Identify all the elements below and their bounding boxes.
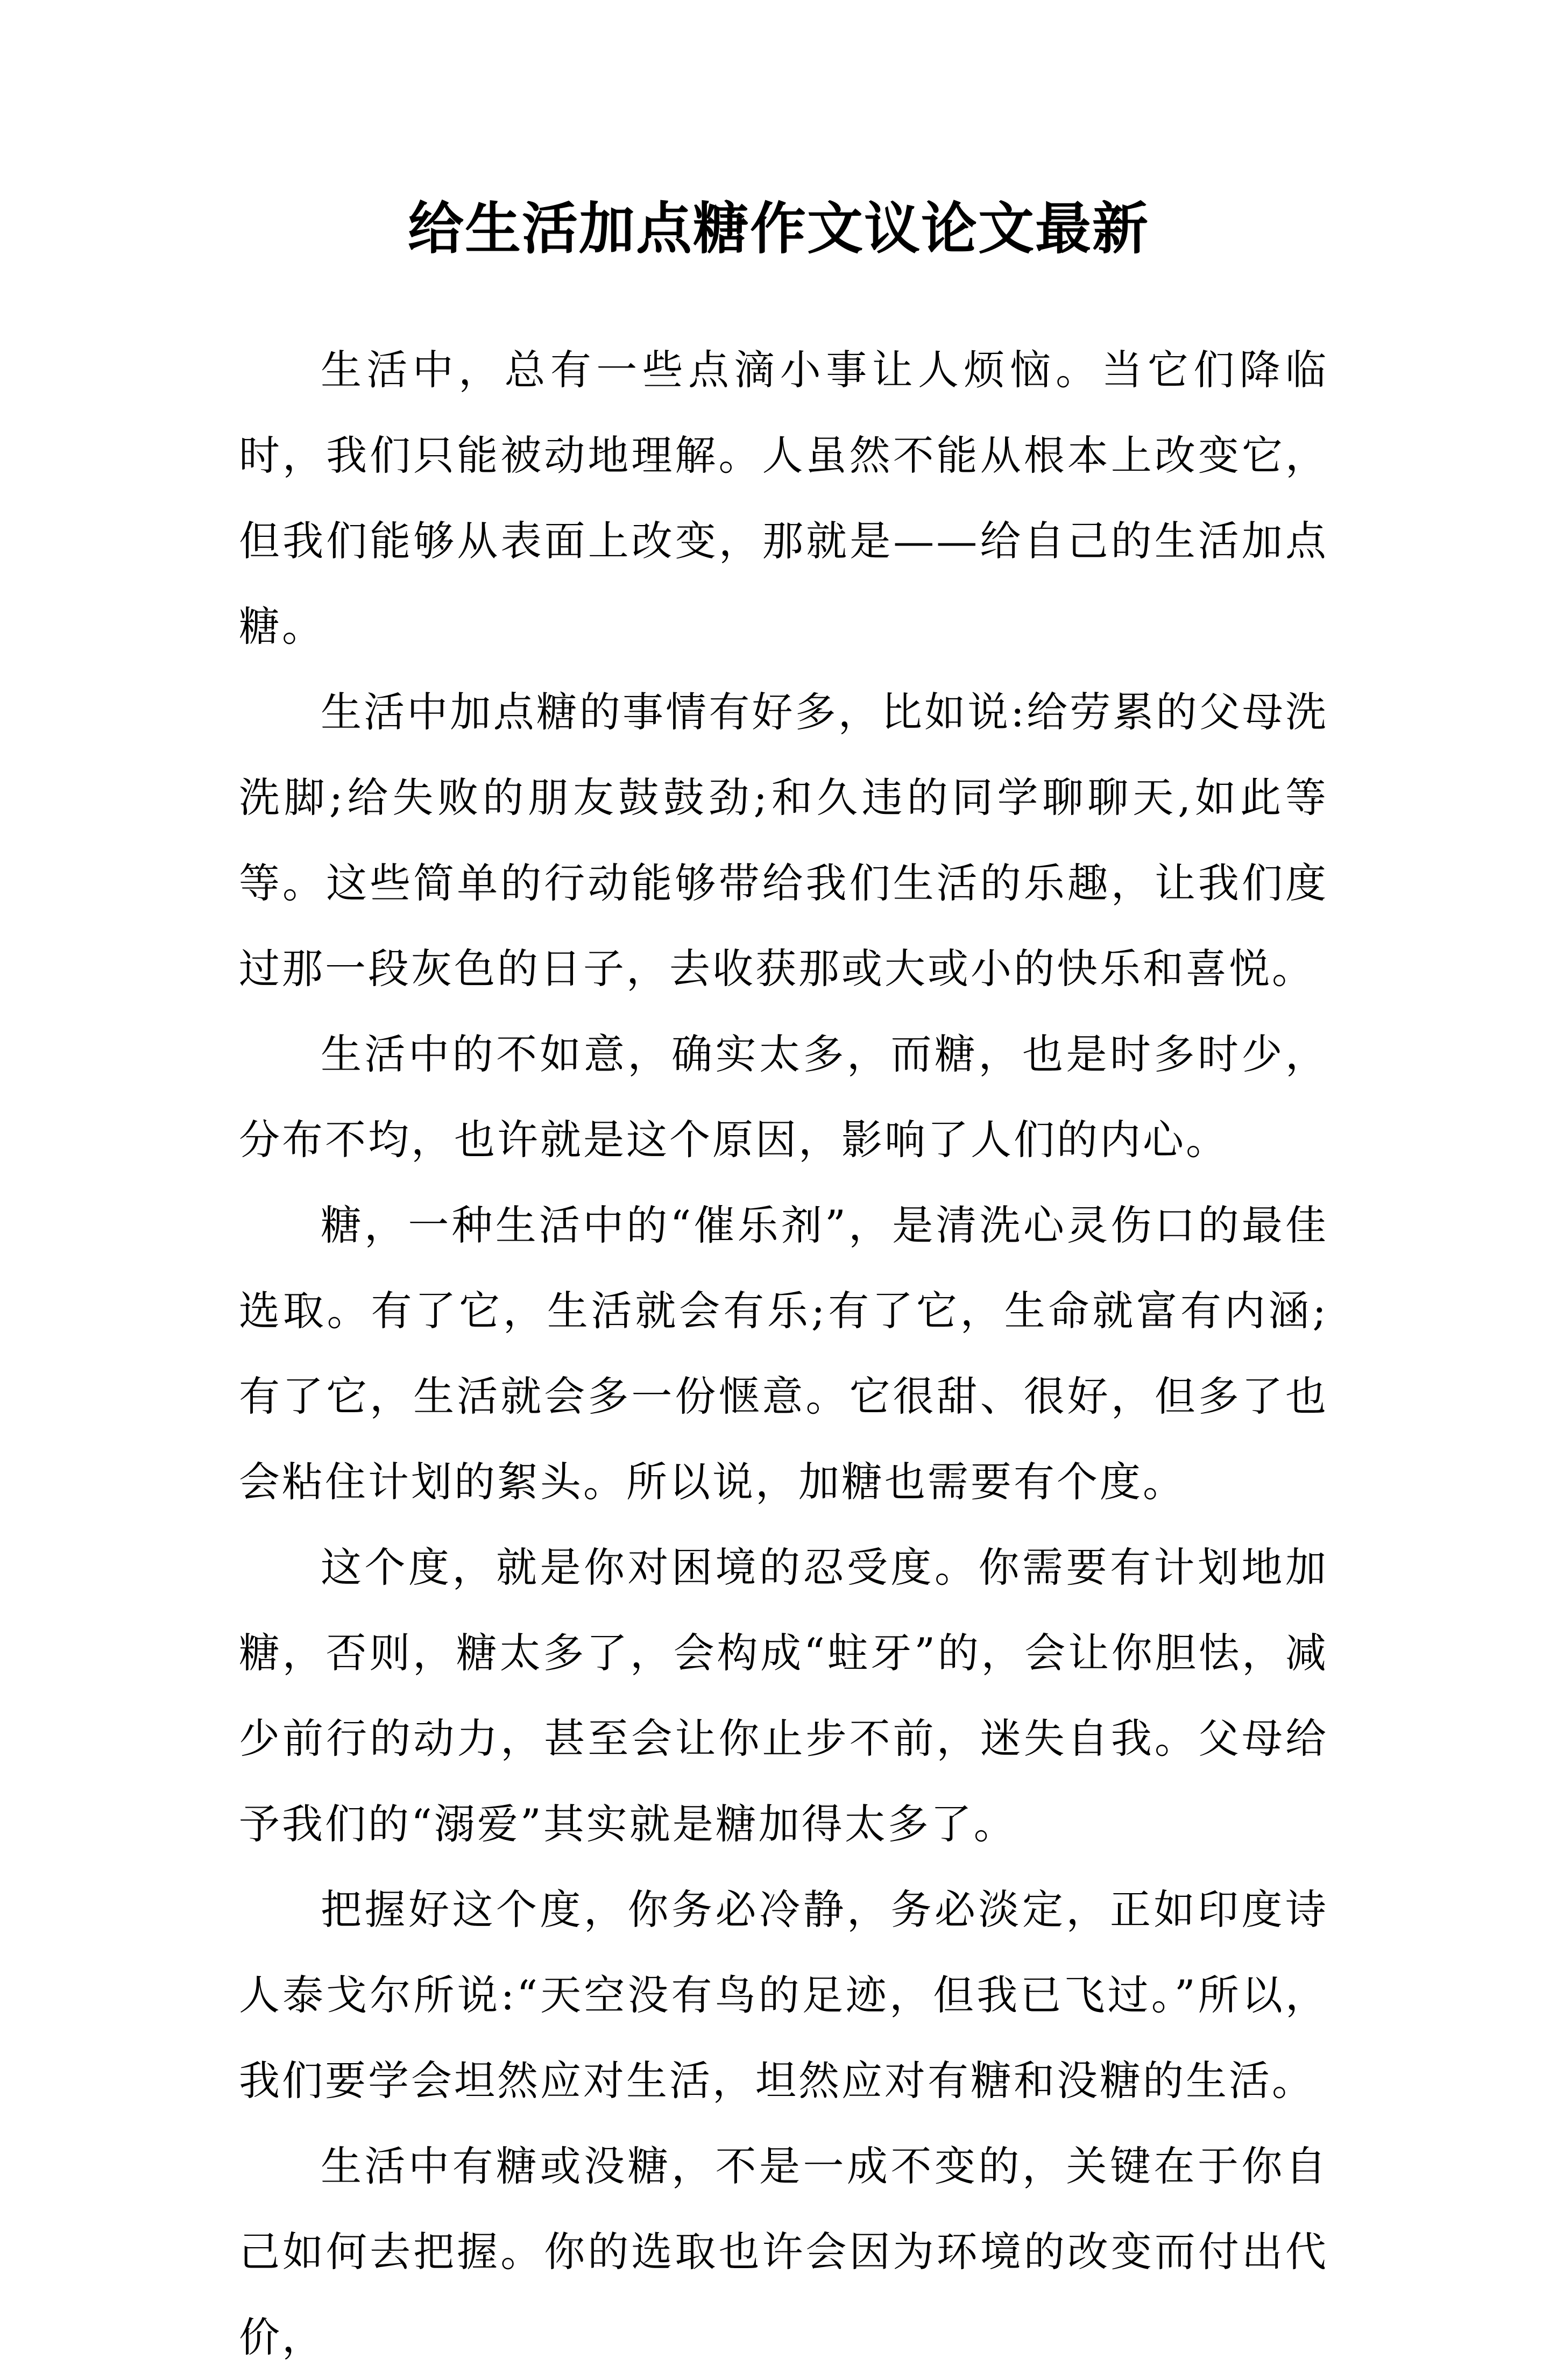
paragraph: 这个度，就是你对困境的忍受度。你需要有计划地加糖，否则，糖太多了，会构成“蛀牙”的，会让你胆怯，减少前行的动力，甚至会让你止步不前，迷失自我。父母给予我们的“溺爱”其实就是糖加得太多了。 <box>239 1543 1328 1848</box>
paragraph: 生活中有糖或没糖，不是一成不变的，关键在于你自己如何去把握。你的选取也许会因为环境的改变而付出代价， <box>239 2142 1328 2361</box>
paragraph: 糖，一种生活中的“催乐剂”，是清洗心灵伤口的最佳选取。有了它，生活就会有乐;有了它，生命就富有内涵;有了它，生活就会多一份惬意。它很甜、很好，但多了也会粘住计划的絮头。所以说，加糖也需要有个度。 <box>239 1201 1328 1506</box>
paragraph: 生活中的不如意，确实太多，而糖，也是时多时少，分布不均，也许就是这个原因，影响了人们的内心。 <box>239 1030 1328 1164</box>
document-title: 给生活加点糖作文议论文最新 <box>407 195 1149 261</box>
document-body <box>239 327 1328 2380</box>
paragraph: 把握好这个度，你务必冷静，务必淡定，正如印度诗人泰戈尔所说:“天空没有鸟的足迹，但我已飞过。”所以，我们要学会坦然应对生活，坦然应对有糖和没糖的生活。 <box>239 1886 1328 2105</box>
paragraph: 生活中，总有一些点滴小事让人烦恼。当它们降临时，我们只能被动地理解。人虽然不能从根本上改变它，但我们能够从表面上改变，那就是——给自己的生活加点糖。 <box>239 346 1328 650</box>
paragraph: 生活中加点糖的事情有好多，比如说:给劳累的父母洗洗脚;给失败的朋友鼓鼓劲;和久违的同学聊聊天,如此等等。这些简单的行动能够带给我们生活的乐趣，让我们度过那一段灰色的日子，去收获那或大或小的快乐和喜悦。 <box>239 688 1328 993</box>
